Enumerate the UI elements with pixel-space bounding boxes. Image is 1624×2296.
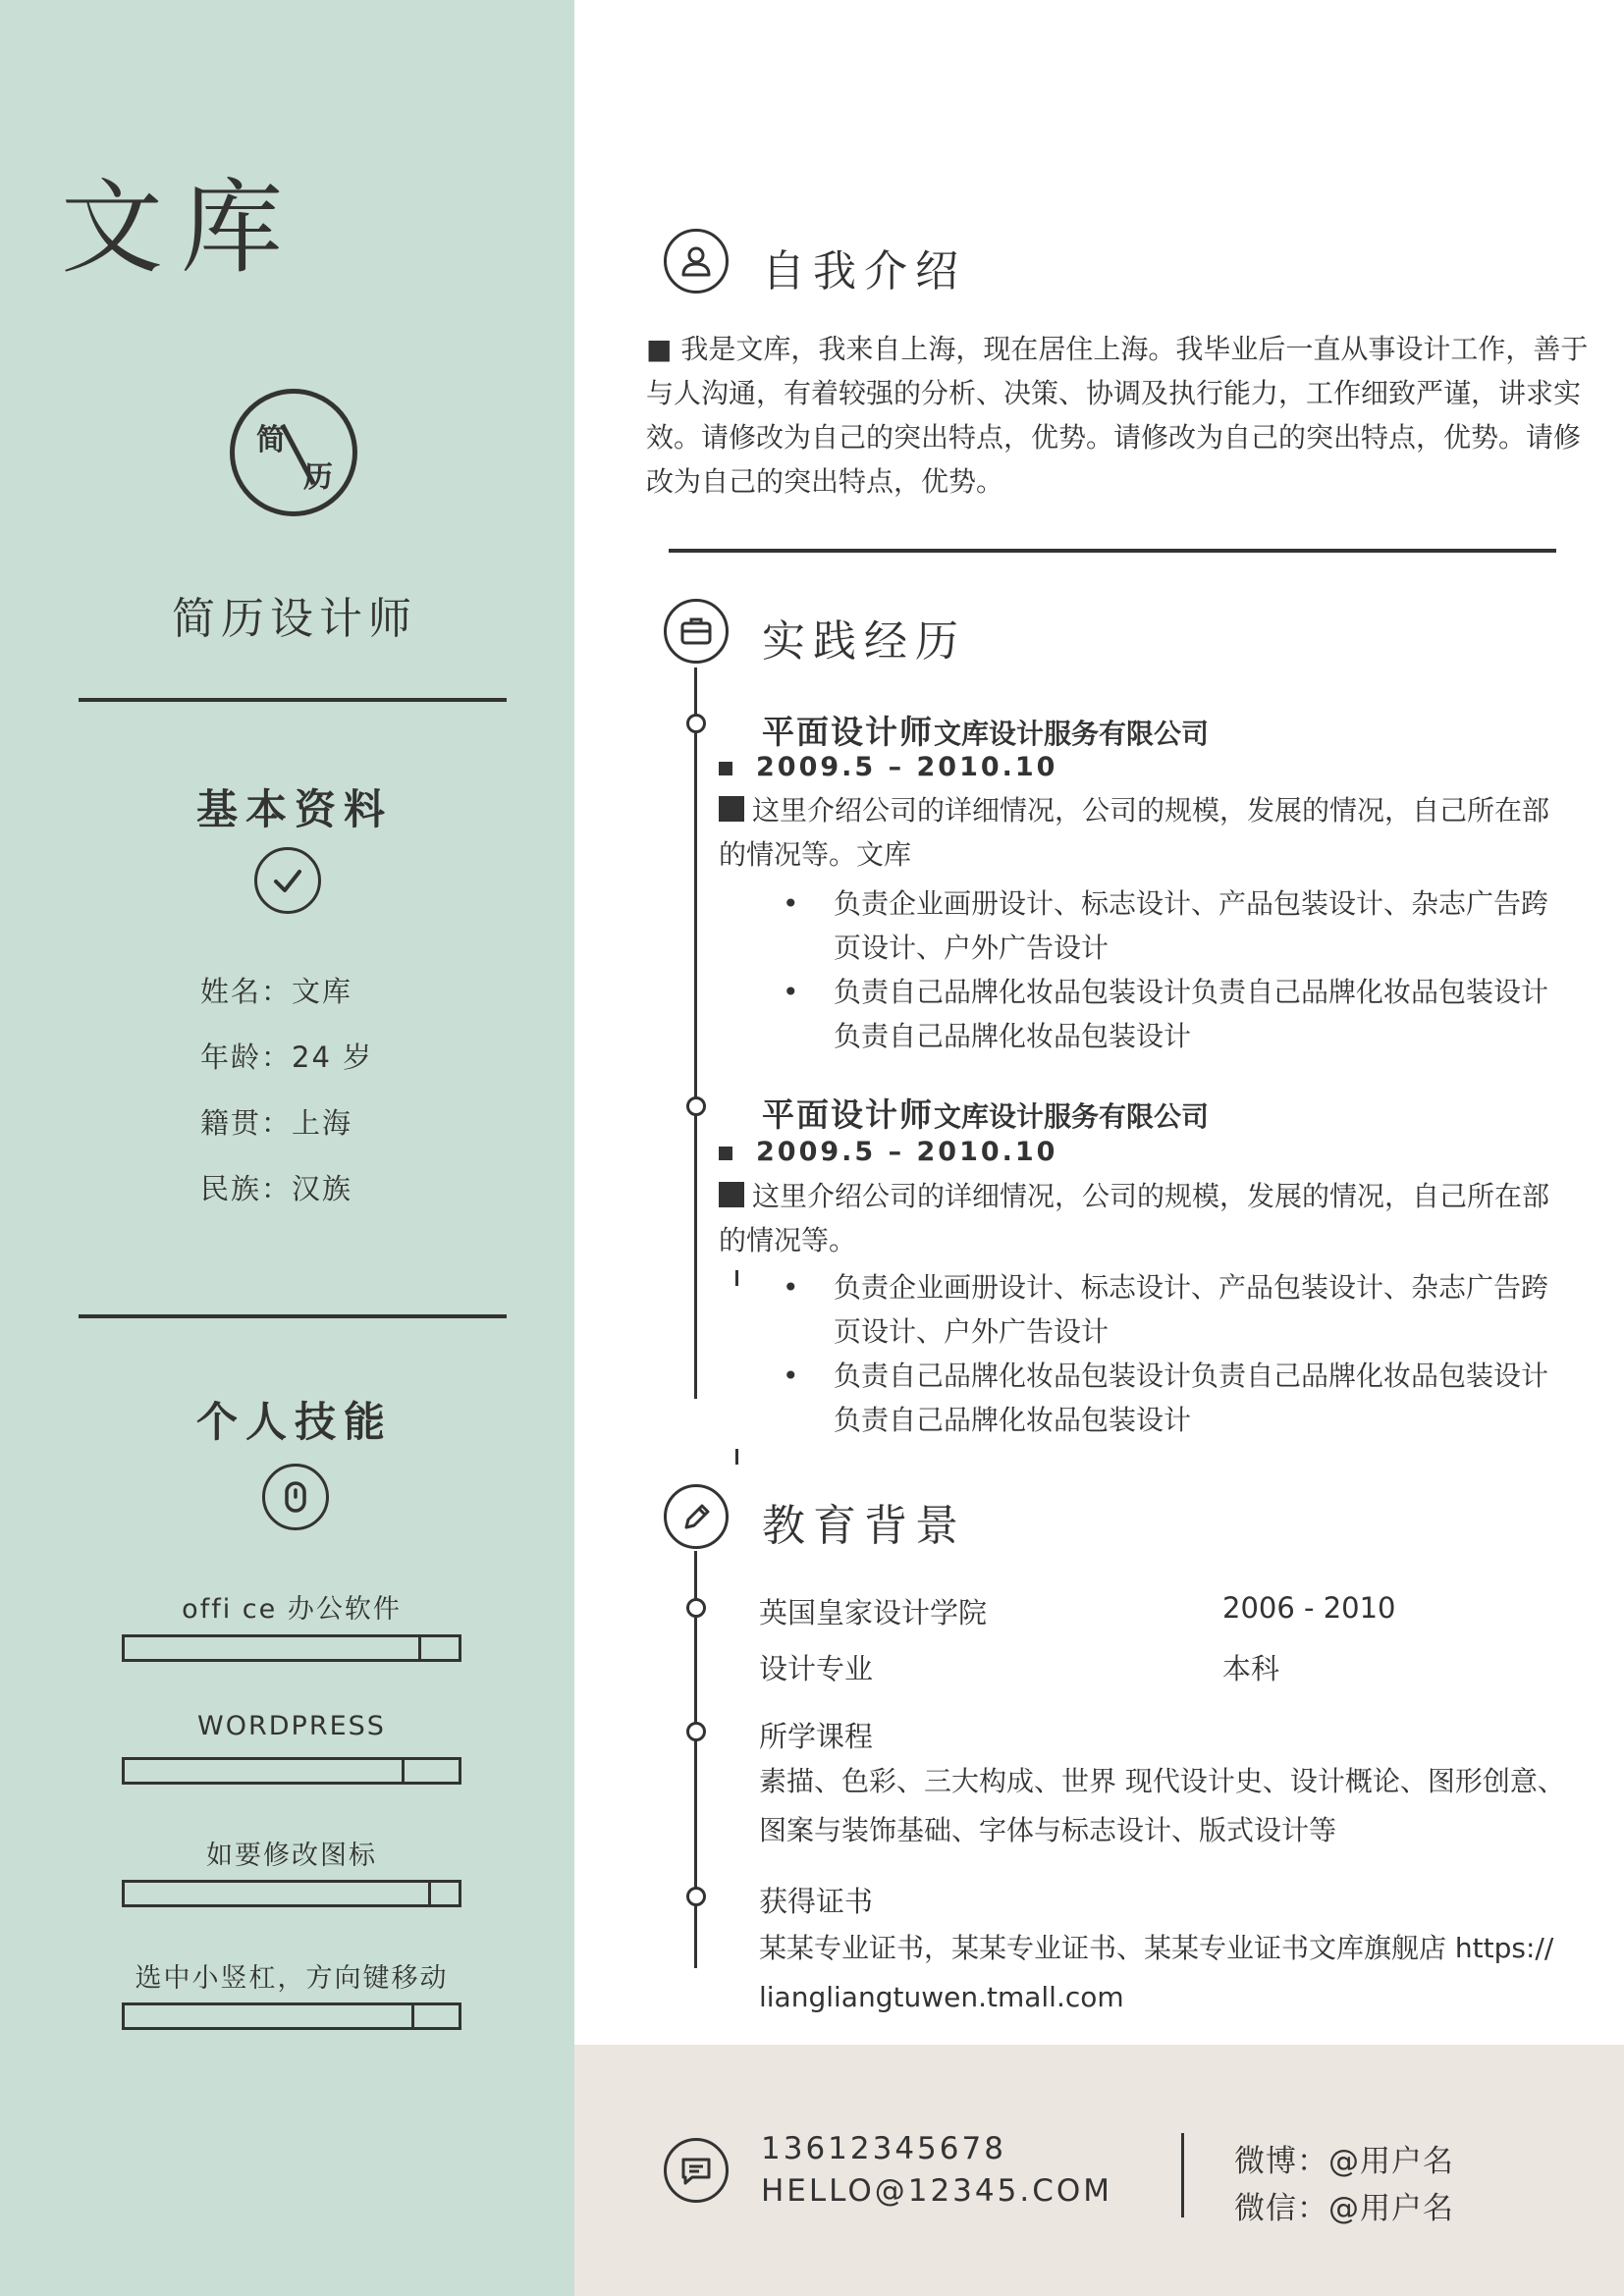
user-icon	[664, 229, 729, 294]
square-bullet-icon	[719, 762, 732, 775]
contact-phone: 13612345678	[761, 2131, 1006, 2166]
square-bullet-icon	[719, 1182, 744, 1207]
job-title: 简历设计师	[172, 594, 417, 644]
info-name: 姓名：文库	[200, 975, 353, 1008]
section-divider	[669, 549, 1556, 553]
timeline-dot	[686, 1598, 706, 1618]
list-item-line: 负责自己品牌化妆品包装设计	[834, 1404, 1192, 1436]
intro-line: 与人沟通，有着较强的分析、决策、协调及执行能力，工作细致严谨，讲求实	[646, 377, 1582, 409]
intro-line: 改为自己的突出特点，优势。	[646, 465, 1004, 498]
list-item-line: • 负责企业画册设计、标志设计、产品包装设计、杂志广告跨	[834, 887, 1549, 920]
list-item	[834, 881, 1580, 970]
skill-slider-handle[interactable]	[418, 1634, 421, 1662]
square-bullet-icon	[719, 796, 744, 822]
certs-heading: 获得证书	[759, 1885, 874, 1918]
footer-divider	[1181, 2133, 1184, 2217]
job-desc-line: 的情况等。文库	[719, 838, 912, 871]
list-item	[834, 1265, 1580, 1354]
job-date: 2009.5 – 2010.10	[756, 1137, 1058, 1167]
degree: 本科	[1222, 1652, 1280, 1685]
timeline-dot	[686, 1887, 706, 1906]
job-desc-line: 的情况等。	[719, 1224, 857, 1256]
job-description	[719, 788, 1602, 877]
message-icon	[664, 2138, 729, 2203]
list-item-line: • 负责企业画册设计、标志设计、产品包装设计、杂志广告跨	[834, 1271, 1549, 1304]
info-ethnicity: 民族：汉族	[200, 1172, 353, 1205]
timeline-dot	[686, 1096, 706, 1116]
skill-bar	[122, 1880, 461, 1907]
intro-line: ■ 我是文库，我来自上海，现在居住上海。我毕业后一直从事设计工作，善于	[646, 333, 1589, 365]
school-years: 2006 - 2010	[1222, 1591, 1396, 1625]
skills-heading: 个人技能	[195, 1398, 393, 1446]
job-date-row	[719, 752, 1057, 782]
certs-line: liangliangtuwen.tmall.com	[759, 1981, 1124, 2013]
info-age: 年龄：24 岁	[200, 1041, 374, 1074]
skill-slider-handle[interactable]	[411, 2002, 414, 2030]
contact-email: HELLO@12345.COM	[761, 2173, 1112, 2209]
list-item-line: 页设计、户外广告设计	[834, 1315, 1110, 1348]
job-heading	[762, 1090, 1209, 1136]
certs-line: 某某专业证书，某某专业证书、某某专业证书文库旗舰店 https://	[759, 1932, 1554, 1964]
pencil-icon	[664, 1484, 729, 1549]
logo-char-1: 简	[256, 423, 286, 457]
intro-line: 效。请修改为自己的突出特点，优势。请修改为自己的突出特点，优势。请修	[646, 421, 1582, 454]
contact-footer	[574, 2045, 1624, 2296]
tick-mark	[735, 1270, 738, 1286]
sidebar-divider	[79, 698, 507, 702]
skill-bar	[122, 2002, 461, 2030]
tick-mark	[735, 1449, 738, 1465]
timeline-dot	[686, 1722, 706, 1741]
logo-char-2: 历	[303, 460, 333, 495]
sidebar	[0, 0, 574, 2296]
job-position: 平面设计师	[762, 713, 934, 751]
skill-label: 选中小竖杠，方向键移动	[135, 1963, 449, 1994]
list-item-line: • 负责自己品牌化妆品包装设计负责自己品牌化妆品包装设计	[834, 976, 1549, 1008]
job-duties	[834, 881, 1580, 1058]
profile-name: 文库	[61, 168, 301, 288]
square-bullet-icon	[719, 1147, 732, 1160]
list-item-line: 页设计、户外广告设计	[834, 932, 1110, 964]
skill-slider-handle[interactable]	[428, 1880, 431, 1907]
timeline-line	[694, 667, 697, 1399]
job-date: 2009.5 – 2010.10	[756, 752, 1058, 782]
list-item	[834, 1354, 1580, 1442]
courses-line: 素描、色彩、三大构成、世界 现代设计史、设计概论、图形创意、	[759, 1765, 1565, 1797]
school-name: 英国皇家设计学院	[759, 1596, 988, 1629]
job-company: 文库设计服务有限公司	[934, 718, 1210, 750]
list-item-line: • 负责自己品牌化妆品包装设计负责自己品牌化妆品包装设计	[834, 1360, 1549, 1392]
list-item	[834, 970, 1580, 1058]
skill-label: offi ce 办公软件	[182, 1594, 402, 1625]
job-position: 平面设计师	[762, 1095, 934, 1134]
briefcase-icon	[664, 599, 729, 664]
experience-title: 实践经历	[762, 616, 966, 667]
contact-wechat: 微信：@用户名	[1234, 2191, 1454, 2226]
intro-text	[646, 327, 1624, 504]
intro-title: 自我介绍	[762, 246, 966, 296]
contact-weibo: 微博：@用户名	[1234, 2144, 1454, 2179]
info-hometown: 籍贯：上海	[200, 1106, 353, 1140]
job-heading	[762, 707, 1209, 753]
education-title: 教育背景	[762, 1501, 966, 1551]
job-description	[719, 1174, 1602, 1262]
mouse-icon	[262, 1464, 329, 1530]
courses-list	[759, 1757, 1603, 1855]
check-circle-icon	[254, 847, 321, 914]
skill-bar	[122, 1634, 461, 1662]
job-company: 文库设计服务有限公司	[934, 1100, 1210, 1133]
job-duties	[834, 1265, 1580, 1442]
courses-line: 图案与装饰基础、字体与标志设计、版式设计等	[759, 1814, 1337, 1846]
skill-slider-handle[interactable]	[402, 1757, 405, 1785]
timeline-dot	[686, 714, 706, 733]
list-item-line: 负责自己品牌化妆品包装设计	[834, 1020, 1192, 1052]
job-desc-line: 这里介绍公司的详细情况，公司的规模，发展的情况，自己所在部	[752, 1180, 1550, 1212]
job-desc-line: 这里介绍公司的详细情况，公司的规模，发展的情况，自己所在部	[752, 794, 1550, 827]
job-date-row	[719, 1137, 1057, 1167]
resume-logo	[230, 389, 357, 516]
sidebar-divider	[79, 1314, 507, 1318]
basic-info-heading: 基本资料	[195, 785, 393, 833]
skill-label: 如要修改图标	[206, 1841, 377, 1871]
skill-label: WORDPRESS	[197, 1711, 386, 1741]
major: 设计专业	[759, 1652, 874, 1685]
certs-list	[759, 1924, 1603, 2022]
courses-heading: 所学课程	[759, 1720, 874, 1753]
skill-bar	[122, 1757, 461, 1785]
